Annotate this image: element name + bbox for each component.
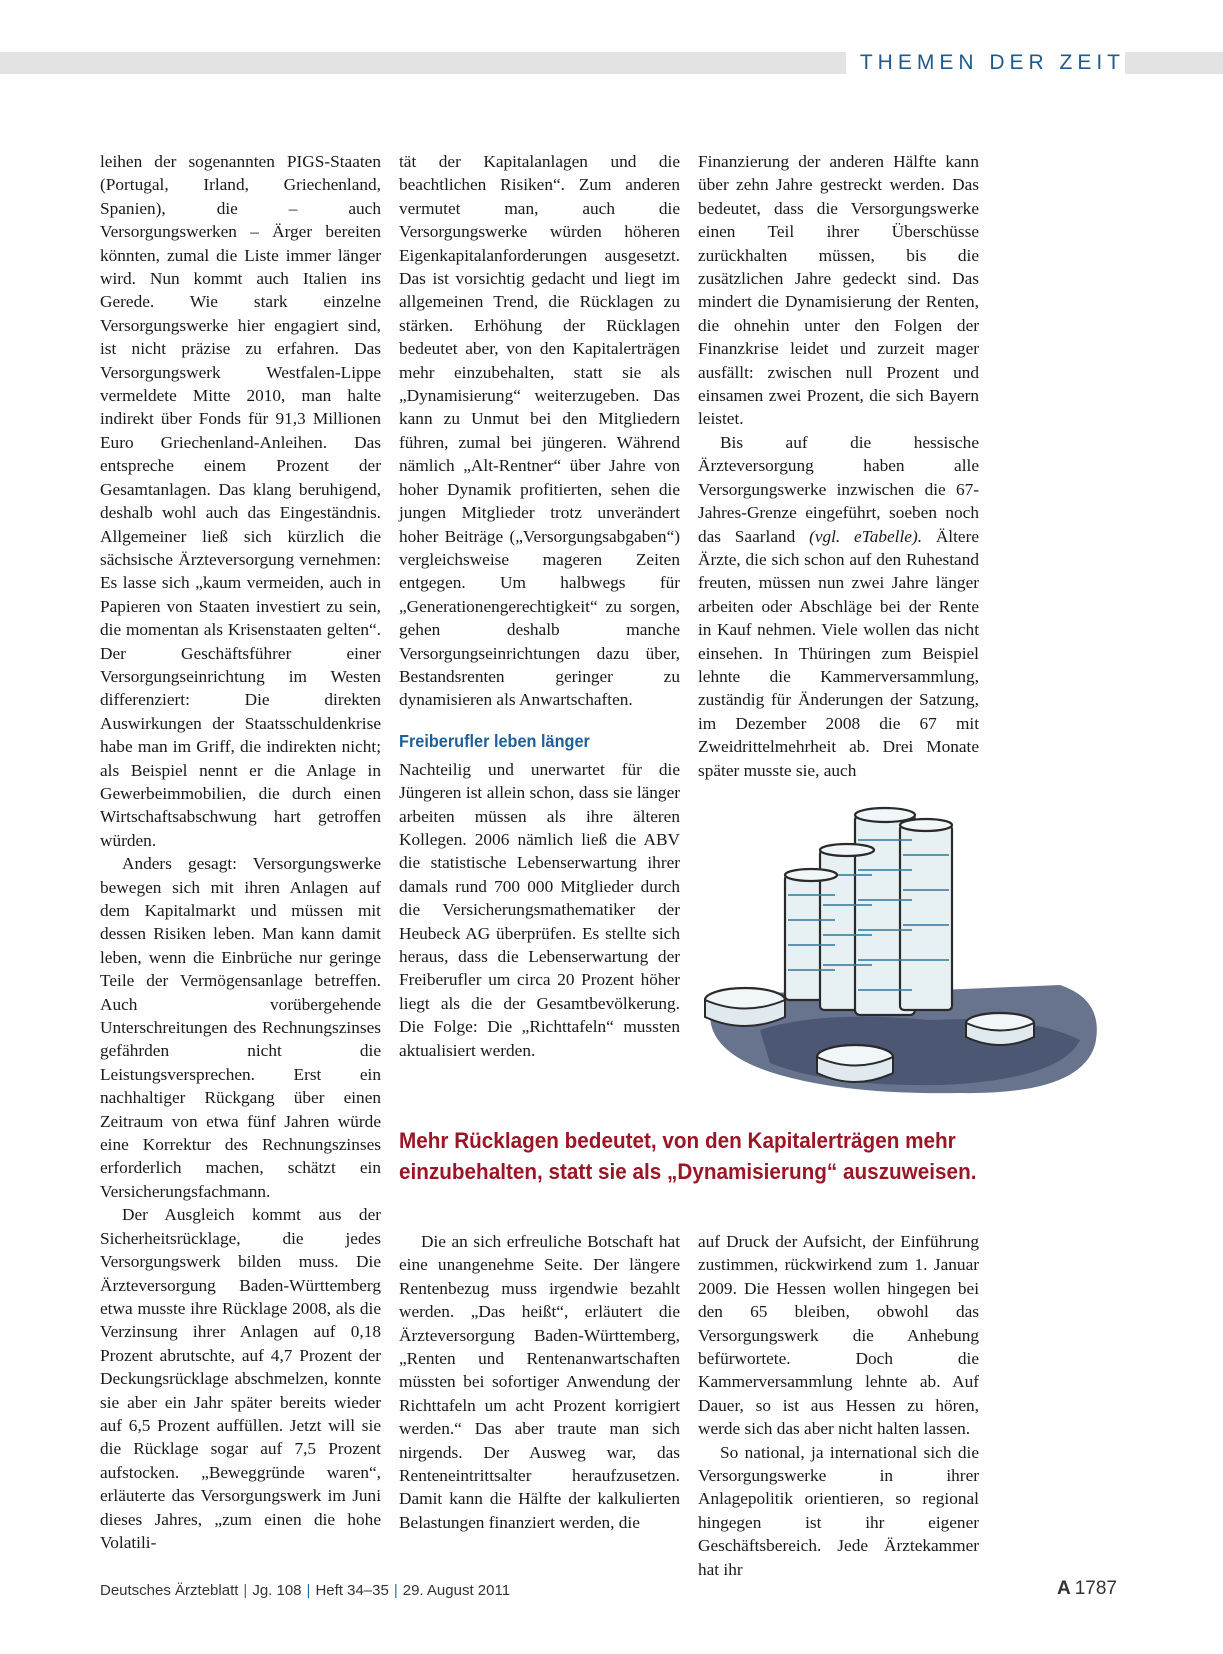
section-label: THEMEN DER ZEIT [846, 48, 1125, 78]
column-1 [100, 150, 381, 1554]
column-3 [698, 150, 979, 782]
issue-date: 29. August 2011 [402, 1582, 511, 1599]
paragraph: leihen der sogenannten PIGS-Staaten (Portugal, Irland, Griechenland, Spanien), die – auch Versorgungswerken – Ärger bereiten könnten, zumal die Liste immer länger wird. Nun kommt auch Italien ins Gerede. Wie stark einzelne Versorgungswerke hier engagiert sind, ist nicht präzise zu erfahren. Das Versorgungswerk Westfalen-Lippe vermeldete Mitte 2010, man halte indirekt über Fonds für 91,3 Millionen Euro Griechenland-Anleihen. Das entspreche einem Prozent der Gesamtanlagen. Das klang beruhigend, deshalb wohl auch das Eingeständnis. Allgemeiner ließ sich kürzlich die sächsische Ärzteversorgung vernehmen: Es lasse sich „kaum vermeiden, auch in Papieren von Staaten investiert zu sein, die momentan als Krisenstaaten gelten“. Der Geschäftsführer einer Versorgungseinrichtung im Westen differenziert: Die direkten Auswirkungen der Staatsschuldenkrise habe man im Griff, die indirekten nicht; als Beispiel nennt er die Anlage in Gewerbeimmobilien, die durch einen Wirtschaftsabschwung hart getroffen würden. [100, 152, 381, 850]
paragraph: auf Druck der Aufsicht, der Einführung zustimmen, rückwirkend zum 1. Januar 2009. Die Hessen wollen hingegen bei den 65 bleiben, obwohl das Versorgungswerk die Anhebung befürwortete. Doch die Kammerversammlung lehnte ab. Auf Dauer, so ist aus Hessen zu hören, werde sich das aber nicht halten lassen. [698, 1232, 979, 1439]
separator: | [393, 1582, 398, 1599]
column-2 [399, 150, 680, 1062]
separator: | [306, 1582, 311, 1599]
footer-citation [100, 1582, 510, 1599]
page-prefix: A [1056, 1578, 1071, 1599]
table-reference: (vgl. eTabelle). [809, 526, 923, 546]
column-3-bottom [698, 1230, 979, 1581]
volume: Jg. 108 [252, 1582, 302, 1599]
page-number-value: 1787 [1074, 1578, 1117, 1599]
coin-stacks-illustration [700, 795, 1110, 1100]
paragraph: tät der Kapitalanlagen und die beachtlichen Risiken“. Zum anderen vermutet man, auch die Versorgungswerke würden höheren Eigenkapitalanforderungen ausgesetzt. Das ist vorsichtig gedacht und liegt im allgemeinen Trend, die Rücklagen zu stärken. Erhöhung der Rücklagen bedeutet aber, von den Kapitalerträgen mehr einzubehalten, statt sie als „Dynamisierung“ weiterzugeben. Das kann zu Unmut bei den Mitgliedern führen, zumal bei jüngeren. Während nämlich „Alt-Rentner“ über Jahre von hoher Dynamik profitierten, sehen die jungen Mitglieder trotz unverändert hoher Beiträge („Versorgungsabgaben“) vergleichsweise mageren Zeiten entgegen. Um halbwegs für „Generationengerechtigkeit“ zu sorgen, gehen deshalb manche Versorgungseinrichtungen dazu über, Bestandsrenten geringer zu dynamisieren als Anwartschaften. [399, 152, 680, 710]
paragraph: Finanzierung der anderen Hälfte kann über zehn Jahre gestreckt werden. Das bedeutet, dass die Versorgungswerke einen Teil ihrer Überschüsse zurückhalten müssen, bis die zusätzlichen Jahre gedeckt sind. Das mindert die Dynamisierung der Renten, die ohnehin unter den Folgen der Finanzkrise leidet und zurzeit mager ausfällt: zwischen null Prozent und einsamen zwei Prozent, die sich Bayern leistet. [698, 152, 979, 429]
page-number [1057, 1578, 1117, 1600]
text-run: Ältere Ärzte, die sich schon auf den Ruhestand freuten, müssen nun zwei Jahre länger arbeiten oder Abschläge bei der Rente in Kauf nehmen. Viele wollen das nicht einsehen. In Thüringen zum Beispiel lehnte die Kammerversammlung, zuständig für Änderungen der Satzung, im Dezember 2008 die 67 mit Zweidrittelmehrheit ab. Drei Monate später musste sie, auch [698, 526, 979, 780]
paragraph: So national, ja international sich die Versorgungswerke in ihrer Anlagepolitik orientieren, so regional hingegen ist ihr eigener Geschäftsbereich. Jede Ärztekammer hat ihr [698, 1442, 979, 1579]
paragraph [698, 431, 979, 782]
issue: Heft 34–35 [315, 1582, 389, 1599]
paragraph: Nachteilig und unerwartet für die Jüngeren ist allein schon, dass sie länger arbeiten müssen als ihre älteren Kollegen. 2006 nämlich ließ die ABV die statistische Lebenserwartung ihrer damals rund 700 000 Mitglieder durch die Versicherungsmathematiker der Heubeck AG überprüfen. Es stellte sich heraus, dass die Lebenserwartung der Freiberufler um circa 20 Prozent höher liegt als die der Gesamtbevölkerung. Die Folge: Die „Richttafeln“ mussten aktualisiert werden. [399, 759, 680, 1060]
text-run: Bis auf die hessische Ärzteversorgung haben alle Versorgungswerke inzwischen die 67-Jahres-Grenze eingeführt, soeben noch das Saarland [698, 432, 979, 546]
journal-name: Deutsches Ärzteblatt [100, 1582, 239, 1599]
subheading: Freiberufler leben länger [399, 730, 590, 751]
paragraph: Der Ausgleich kommt aus der Sicherheitsrücklage, die jedes Versorgungswerk bilden muss. Die Ärzteversorgung Baden-Württemberg etwa musste ihre Rücklage 2008, als die Verzinsung ihrer Anlagen auf 0,18 Prozent abrutschte, auf 4,7 Prozent der Deckungsrücklage abschmelzen, konnte sie aber ein Jahr später bereits wieder auf 6,5 Prozent auffüllen. Jetzt will sie die Rücklage sogar auf 7,5 Prozent aufstocken. „Beweggründe waren“, erläuterte das Versorgungswerk im Juni dieses Jahres, „zum einen die hohe Volatili- [100, 1205, 381, 1552]
separator: | [243, 1582, 248, 1599]
paragraph: Anders gesagt: Versorgungswerke bewegen sich mit ihren Anlagen auf dem Kapitalmarkt und müssen mit dessen Risiken leben. Man kann damit leben, wenn die Einbrüche nur geringe Teile der Vermögensanlage betreffen. Auch vorübergehende Unterschreitungen des Rechnungszinses gefährden nicht die Leistungsversprechen. Erst ein nachhaltiger Rückgang über einen Zeitraum von etwa fünf Jahren würde eine Korrektur des Rechnungszinses erforderlich machen, schätzt ein Versicherungsfachmann. [100, 854, 381, 1201]
pull-quote: Mehr Rücklagen bedeutet, von den Kapitalerträgen mehr einzubehalten, statt sie als „Dynamisierung“ auszuweisen. [399, 1128, 977, 1184]
column-2-bottom [399, 1230, 680, 1534]
paragraph: Die an sich erfreuliche Botschaft hat eine unangenehme Seite. Der längere Rentenbezug muss irgendwie bezahlt werden. „Das heißt“, erläutert die Ärzteversorgung Baden-Württemberg, „Renten und Rentenanwartschaften müssten bei sofortiger Anwendung der Richttafeln um acht Prozent korrigiert werden.“ Das aber traute man sich nirgends. Der Ausweg war, das Renteneintrittsalter heraufzusetzen. Damit kann die Hälfte der kalkulierten Belastungen finanziert werden, die [399, 1232, 680, 1532]
